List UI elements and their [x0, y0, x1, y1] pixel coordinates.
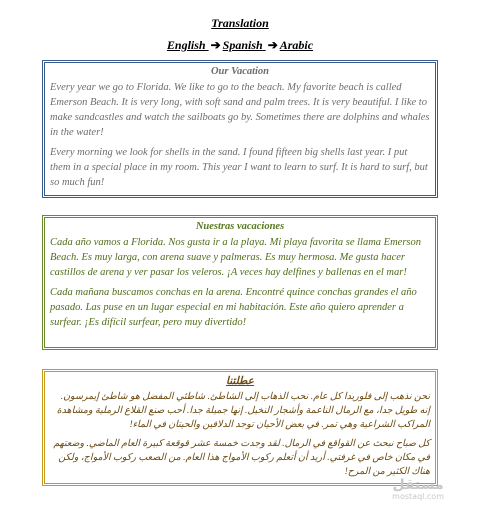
english-paragraph-2: Every morning we look for shells in the sand. I found fifteen big shells last year. I put them in a special place in my room. This year I want to learn to surf. It is hard to surf, but so much fun! — [50, 147, 428, 188]
arabic-paragraph-2: كل صباح نبحث عن القواقع في الرمال. لقد وجدت خمسة عشر قوقعة كبيرة العام الماضي. وضعتهم في مكان خاص في غرفتي. أريد أن أتعلم ركوب الأمواج هذا العام. من الصعب ركوب الأمواج، ولكن هناك الكثير من المرح! — [53, 439, 430, 477]
language-arabic: Arabic — [279, 38, 314, 52]
arrow-right-icon: ➔ — [210, 38, 221, 52]
spanish-heading: Nuestras vacaciones — [195, 221, 285, 232]
language-english: English — [166, 38, 206, 52]
arabic-heading: عطلتنا — [226, 376, 254, 387]
watermark-brand: مستقل — [392, 477, 444, 493]
spanish-paragraph-2: Cada mañana buscamos conchas en la arena. Encontré quince conchas grandes el año pasado. Las puse en un lugar especial en mi habitación. Este año quiero aprender a surfear. ¡Es difícil surfear, pero muy divertido! — [50, 287, 417, 328]
arabic-text-box — [44, 371, 436, 484]
watermark-domain: mostaql.com — [392, 492, 444, 501]
spanish-paragraph-1: Cada año vamos a Florida. Nos gusta ir a la playa. Mi playa favorita se llama Emerson Beach. Es muy larga, con arena suave y palmeras. Es muy hermosa. Me gusta hacer castillos de arena y ver pasar los veleros. ¡A veces hay delfines y ballenas en el mar! — [50, 237, 421, 278]
watermark-logo — [392, 478, 444, 501]
english-text-box — [44, 62, 436, 196]
arabic-paragraph-1: نحن نذهب إلى فلوريدا كل عام. نحب الذهاب إلى الشاطئ. شاطئي المفضل هو شاطئ إيمرسون. إنه طويل جدا، مع الرمال الناعمة وأشجار النخيل. إنها جميلة جدا. أحب صنع القلاع الرملية ومشاهدة المراكب الشراعية وهي تمر. في بعض الأحيان توجد الدلافين والحيتان في الماء! — [56, 392, 430, 430]
spanish-text-box — [44, 217, 436, 348]
language-sequence — [0, 38, 480, 53]
language-spanish: Spanish — [222, 38, 263, 52]
page-title: Translation — [211, 16, 269, 30]
arrow-right-icon: ➔ — [267, 38, 278, 52]
english-heading: Our Vacation — [210, 66, 270, 77]
english-paragraph-1: Every year we go to Florida. We like to go to the beach. My favorite beach is called Emerson Beach. It is very long, with soft sand and palm trees. It is very beautiful. I like to make sandcastles and watch the sailboats go by. Sometimes there are dolphins and whales in the water! — [50, 82, 430, 138]
